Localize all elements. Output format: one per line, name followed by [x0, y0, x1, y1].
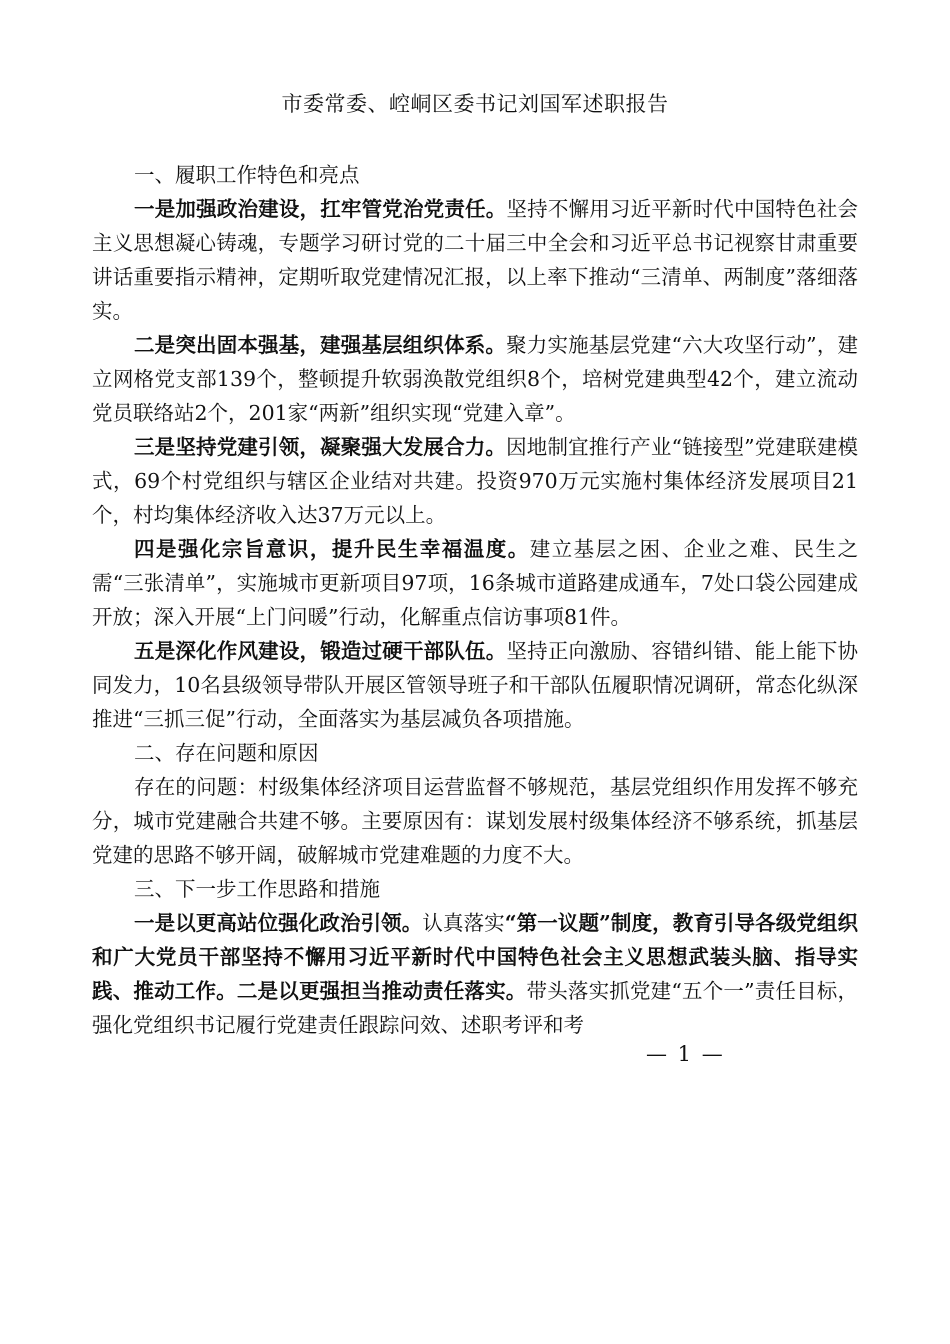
- paragraph-problems: 存在的问题：村级集体经济项目运营监督不够规范，基层党组织作用发挥不够充分，城市党建融合共建不够。主要原因有：谋划发展村级集体经济不够系统，抓基层党建的思路不够开阔，破解城市党建难题的力度不大。: [92, 775, 858, 867]
- paragraph-lead: 一是加强政治建设，扛牢管党治党责任。: [134, 197, 507, 221]
- paragraph-text: 坚持不懈用习近平新时代中国特色社会主义思想凝心铸魂，专题学习研讨党的二十届三中全会和习近平总书记视察甘肃重要讲话重要指示精神，定期听取党建情况汇报，以上率下推动“三清单、两制度”落细落实。: [92, 197, 859, 323]
- page-number: — 1 —: [646, 1042, 725, 1066]
- paragraph-bold-text: “第一议题”制度，教育引导各级党组织和广大党员干部坚持不懈用习近平新时代中国特色社会主义思想武装头脑、指导实践、推动工作。二是以更强担当推动责任落实。: [92, 911, 859, 1003]
- section-heading-1: 一、履职工作特色和亮点: [134, 163, 360, 187]
- paragraph-lead: 三是坚持党建引领，凝聚强大发展合力。: [134, 435, 507, 459]
- section-heading-3: 三、下一步工作思路和措施: [134, 877, 380, 901]
- paragraph-text: 带头落实抓党建“五个一”责任目标，强化党组织书记履行党建责任跟踪问效、述职考评和考: [92, 979, 859, 1037]
- paragraph-text: 建立基层之困、企业之难、民生之需“三张清单”，实施城市更新项目97项，16条城市道路建成通车，7处口袋公园建成开放；深入开展“上门问暖”行动，化解重点信访事项81件。: [92, 537, 858, 629]
- document-title: 市委常委、崆峒区委书记刘国军述职报告: [281, 92, 669, 116]
- document-body: [92, 158, 858, 1042]
- paragraph-text: 因地制宜推行产业“链接型”党建联建模式，69个村党组织与辖区企业结对共建。投资970万元实施村集体经济发展项目21个，村均集体经济收入达37万元以上。: [92, 435, 858, 527]
- paragraph-lead: 一是以更高站位强化政治引领。: [134, 911, 423, 935]
- paragraph-item-3: [92, 430, 858, 532]
- paragraph-item-2: [92, 328, 858, 430]
- paragraph-item-1: [92, 192, 858, 328]
- paragraph-lead: 四是强化宗旨意识，提升民生幸福温度。: [134, 537, 530, 561]
- paragraph-item-4: [92, 532, 858, 634]
- paragraph-text: 坚持正向激励、容错纠错、能上能下协同发力，10名县级领导带队开展区管领导班子和干部队伍履职情况调研，常态化纵深推进“三抓三促”行动，全面落实为基层减负各项措施。: [92, 639, 859, 731]
- paragraph-lead: 五是深化作风建设，锻造过硬干部队伍。: [134, 639, 507, 663]
- paragraph-text: 认真落实: [422, 911, 505, 935]
- paragraph-text: 聚力实施基层党建“六大攻坚行动”，建立网格党支部139个，整顿提升软弱涣散党组织8个，培树党建典型42个，建立流动党员联络站2个，201家“两新”组织实现“党建入章”。: [92, 333, 858, 425]
- section-heading-2: 二、存在问题和原因: [134, 741, 319, 765]
- paragraph-lead: 二是突出固本强基，建强基层组织体系。: [134, 333, 507, 357]
- paragraph-item-5: [92, 634, 858, 736]
- paragraph-next-steps: [92, 906, 858, 1042]
